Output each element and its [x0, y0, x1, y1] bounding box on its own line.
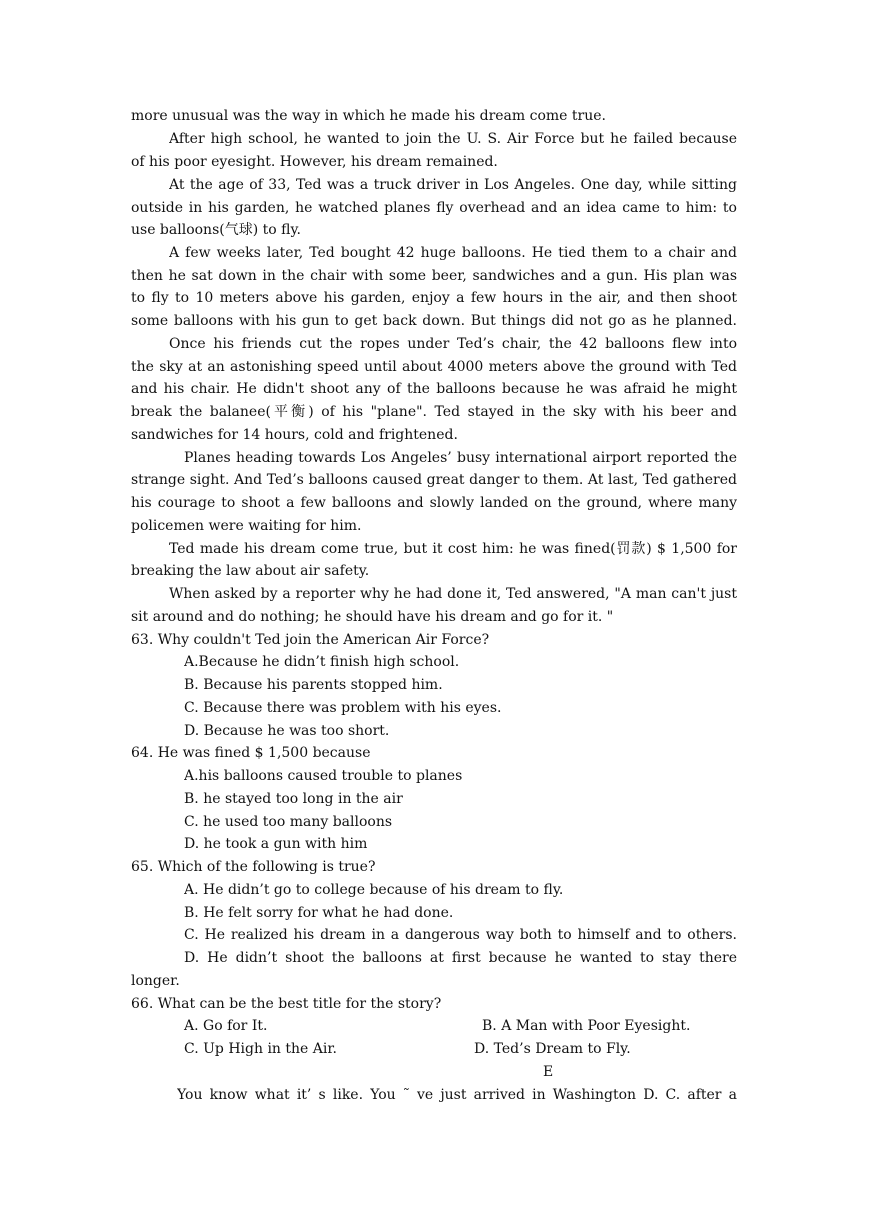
passage-line: breaking the law about air safety.: [131, 563, 370, 579]
answer-option: D. Because he was too short.: [184, 723, 390, 739]
answer-option: C. Up High in the Air.: [184, 1041, 337, 1057]
answer-option: C. Because there was problem with his eyes.: [184, 700, 502, 716]
answer-option: B. He felt sorry for what he had done.: [184, 905, 454, 921]
passage-line: Once his friends cut the ropes under Ted’s chair, the 42 balloons flew into: [169, 336, 737, 352]
passage-line: to fly to 10 meters above his garden, enjoy a few hours in the air, and then shoot: [131, 290, 737, 306]
answer-option: B. he stayed too long in the air: [184, 791, 403, 807]
passage-line: At the age of 33, Ted was a truck driver in Los Angeles. One day, while sitting: [169, 177, 737, 193]
question-stem: 66. What can be the best title for the story?: [131, 996, 442, 1012]
passage-line: A few weeks later, Ted bought 42 huge balloons. He tied them to a chair and: [169, 245, 737, 261]
passage-line: his courage to shoot a few balloons and slowly landed on the ground, where many: [131, 495, 737, 511]
passage-line: Planes heading towards Los Angeles’ busy international airport reported the: [184, 450, 737, 466]
passage-line: You know what it’ s like. You ˜ ve just arrived in Washington D. C. after a: [177, 1087, 737, 1103]
passage-line: then he sat down in the chair with some beer, sandwiches and a gun. His plan was: [131, 268, 737, 284]
answer-option-continued: longer.: [131, 973, 180, 989]
question-stem: 65. Which of the following is true?: [131, 859, 376, 875]
passage-line: Ted made his dream come true, but it cost him: he was fined(罚款) $ 1,500 for: [169, 541, 737, 557]
answer-option: A. Go for It.: [184, 1018, 268, 1034]
answer-option: D. he took a gun with him: [184, 836, 368, 852]
passage-line: more unusual was the way in which he made his dream come true.: [131, 108, 606, 124]
answer-option: A. He didn’t go to college because of his dream to fly.: [184, 882, 564, 898]
answer-option: D. He didn’t shoot the balloons at first because he wanted to stay there: [184, 950, 737, 966]
passage-line: After high school, he wanted to join the U. S. Air Force but he failed because: [169, 131, 737, 147]
passage-line: the sky at an astonishing speed until about 4000 meters above the ground with Ted: [131, 359, 737, 375]
passage-line: policemen were waiting for him.: [131, 518, 362, 534]
answer-option: A.his balloons caused trouble to planes: [184, 768, 463, 784]
passage-line: use balloons(气球) to fly.: [131, 222, 301, 238]
answer-option: B. Because his parents stopped him.: [184, 677, 443, 693]
answer-option: D. Ted’s Dream to Fly.: [474, 1041, 631, 1057]
passage-line: outside in his garden, he watched planes fly overhead and an idea came to him: to: [131, 200, 737, 216]
passage-line: sandwiches for 14 hours, cold and frightened.: [131, 427, 458, 443]
passage-line: When asked by a reporter why he had done it, Ted answered, "A man can't just: [169, 586, 737, 602]
passage-line: strange sight. And Ted’s balloons caused great danger to them. At last, Ted gathered: [131, 472, 737, 488]
question-stem: 63. Why couldn't Ted join the American Air Force?: [131, 632, 490, 648]
passage-line: some balloons with his gun to get back down. But things did not go as he planned.: [131, 313, 737, 329]
passage-line: break the balanee(平衡) of his "plane". Ted stayed in the sky with his beer and: [131, 404, 737, 420]
passage-line: sit around and do nothing; he should have his dream and go for it. ": [131, 609, 614, 625]
section-heading: E: [543, 1064, 554, 1080]
answer-option: B. A Man with Poor Eyesight.: [482, 1018, 691, 1034]
passage-line: of his poor eyesight. However, his dream remained.: [131, 154, 498, 170]
answer-option: C. he used too many balloons: [184, 814, 393, 830]
answer-option: A.Because he didn’t finish high school.: [184, 654, 460, 670]
passage-line: and his chair. He didn't shoot any of the balloons because he was afraid he might: [131, 381, 737, 397]
question-stem: 64. He was fined $ 1,500 because: [131, 745, 371, 761]
answer-option: C. He realized his dream in a dangerous way both to himself and to others.: [184, 927, 737, 943]
